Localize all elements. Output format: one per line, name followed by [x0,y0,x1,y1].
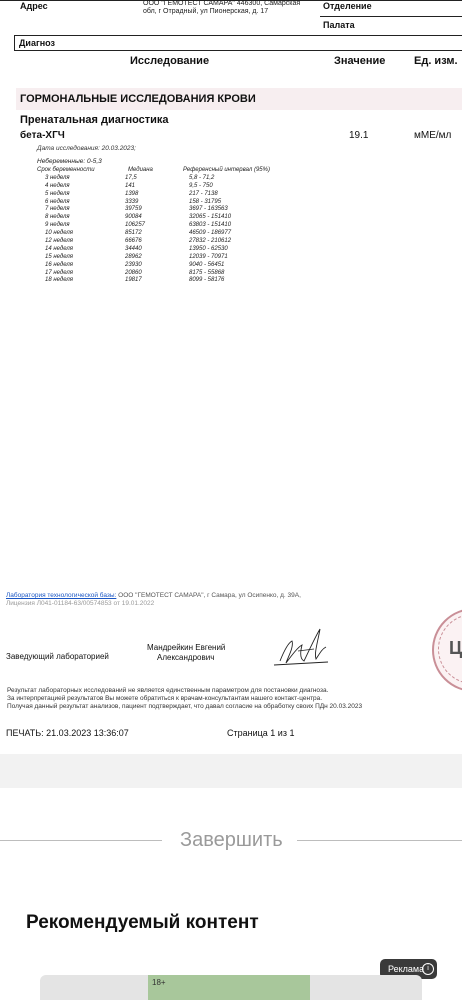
term-cell: 16 неделя [45,261,73,268]
median-cell: 34440 [125,245,142,252]
head-name-line2: Александрович [157,653,215,662]
median-cell: 19817 [125,277,142,284]
term-cell: 15 неделя [45,253,73,260]
recommended-card[interactable] [40,975,422,1000]
table-row [37,277,297,285]
org-address-line2: обл, г Отрадный, ул Пионерская, д. 17 [143,8,269,15]
term-cell: 14 неделя [45,245,73,252]
term-cell: 17 неделя [45,269,73,276]
address-label: Адрес [20,1,48,11]
column-value: Значение [334,55,386,67]
header-interval: Референсный интервал (95%) [183,167,270,173]
table-row [37,175,297,183]
median-cell: 141 [125,182,136,189]
median-cell: 28962 [125,253,142,260]
table-row [37,246,297,254]
reference-table-header [37,167,297,175]
interval-cell: 9040 - 56451 [189,261,225,268]
interval-cell: 46509 - 186977 [189,230,232,237]
table-row [37,262,297,270]
header-term: Срок беременности [37,167,95,173]
column-study: Исследование [130,55,210,67]
finish-button[interactable]: Завершить [180,829,283,851]
finish-divider [0,826,462,856]
interval-cell: 5,8 - 71,2 [189,174,215,181]
age-badge: 18+ [152,978,166,987]
term-cell: 5 неделя [45,190,70,197]
test-date: Дата исследования: 20.03.2023; [37,145,136,152]
interval-cell: 9,5 - 750 [189,182,213,189]
median-cell: 3339 [125,198,139,205]
term-cell: 12 неделя [45,238,73,245]
disclaimer-line3: Получая данный результат анализов, пациент подтверждает, что давал согласие на обработку своих ПДн 20.03.2023 [7,703,363,710]
lab-stamp [432,608,462,692]
interval-cell: 12039 - 70971 [189,253,228,260]
header-median: Медиана [128,167,153,173]
recommended-title: Рекомендуемый контент [26,912,259,933]
reference-table [37,167,297,285]
term-cell: 9 неделя [45,222,70,229]
info-icon: i [422,963,434,975]
term-cell: 10 неделя [45,230,73,237]
median-cell: 66676 [125,238,142,245]
lab-info [6,592,301,599]
org-address-line1: ООО "ГЕМОТЕСТ САМАРА" 446300, Самарская [143,0,301,7]
ad-label: Реклама [388,964,425,974]
median-cell: 20860 [125,269,142,276]
interval-cell: 3697 - 163563 [189,206,228,213]
signature-image [270,625,332,670]
lab-address: ООО "ГЕМОТЕСТ САМАРА", г Самара, ул Осипенко, д. 39А, [116,592,301,599]
table-row [37,222,297,230]
interval-cell: 217 - 7138 [189,190,218,197]
disclaimer-line1: Результат лабораторных исследований не является единственным параметром для постановки диагноза. [7,687,329,694]
median-cell: 90084 [125,214,142,221]
interval-cell: 158 - 31795 [189,198,222,205]
print-timestamp: ПЕЧАТЬ: 21.03.2023 13:36:07 [6,728,129,738]
lab-license: Лицензия Л041-01184-63/00574853 от 19.01.2022 [6,600,155,607]
table-row [37,270,297,278]
table-row [37,214,297,222]
table-row [37,230,297,238]
recommended-card-image [148,975,310,1000]
table-row [37,191,297,199]
median-cell: 23930 [125,261,142,268]
median-cell: 17,5 [125,174,137,181]
document-bottom-band [0,754,462,788]
lab-link[interactable]: Лаборатория технологической базы: [6,592,117,599]
ward-label: Палата [323,20,355,30]
page-counter: Страница 1 из 1 [227,728,295,738]
median-cell: 39759 [125,206,142,213]
head-name-line1: Мандрейкин Евгений [147,643,226,652]
test-name: бета-ХГЧ [20,130,65,141]
interval-cell: 27832 - 210612 [189,238,232,245]
interval-cell: 13950 - 62530 [189,245,228,252]
term-cell: 18 неделя [45,277,73,284]
interval-cell: 8175 - 55868 [189,269,225,276]
section-title: ГОРМОНАЛЬНЫЕ ИССЛЕДОВАНИЯ КРОВИ [20,93,256,105]
table-row [37,238,297,246]
test-unit: мМЕ/мл [414,130,452,141]
table-row [37,183,297,191]
term-cell: 6 неделя [45,198,70,205]
table-row [37,199,297,207]
interval-cell: 32065 - 151410 [189,214,232,221]
term-cell: 4 неделя [45,182,70,189]
term-cell: 3 неделя [45,174,70,181]
test-value: 19.1 [349,130,369,141]
interval-cell: 8099 - 58176 [189,277,225,284]
table-row [37,206,297,214]
median-cell: 85172 [125,230,142,237]
term-cell: 8 неделя [45,214,70,221]
median-cell: 1398 [125,190,139,197]
column-unit: Ед. изм. [414,55,458,67]
head-label: Заведующий лабораторией [6,652,109,661]
term-cell: 7 неделя [45,206,70,213]
diagnosis-label: Диагноз [19,38,55,48]
disclaimer-line2: За интерпретацией результатов Вы можете обратиться к врачам-консультантам нашего контакт-центра. [7,695,323,702]
interval-cell: 63803 - 151410 [189,222,232,229]
table-row [37,254,297,262]
stamp-letter: Ц [449,638,462,658]
department-label: Отделение [323,1,372,11]
subsection-title: Пренатальная диагностика [20,114,169,126]
non-pregnant-range: Небеременные: 0-5,3 [37,158,102,165]
median-cell: 106257 [125,222,146,229]
